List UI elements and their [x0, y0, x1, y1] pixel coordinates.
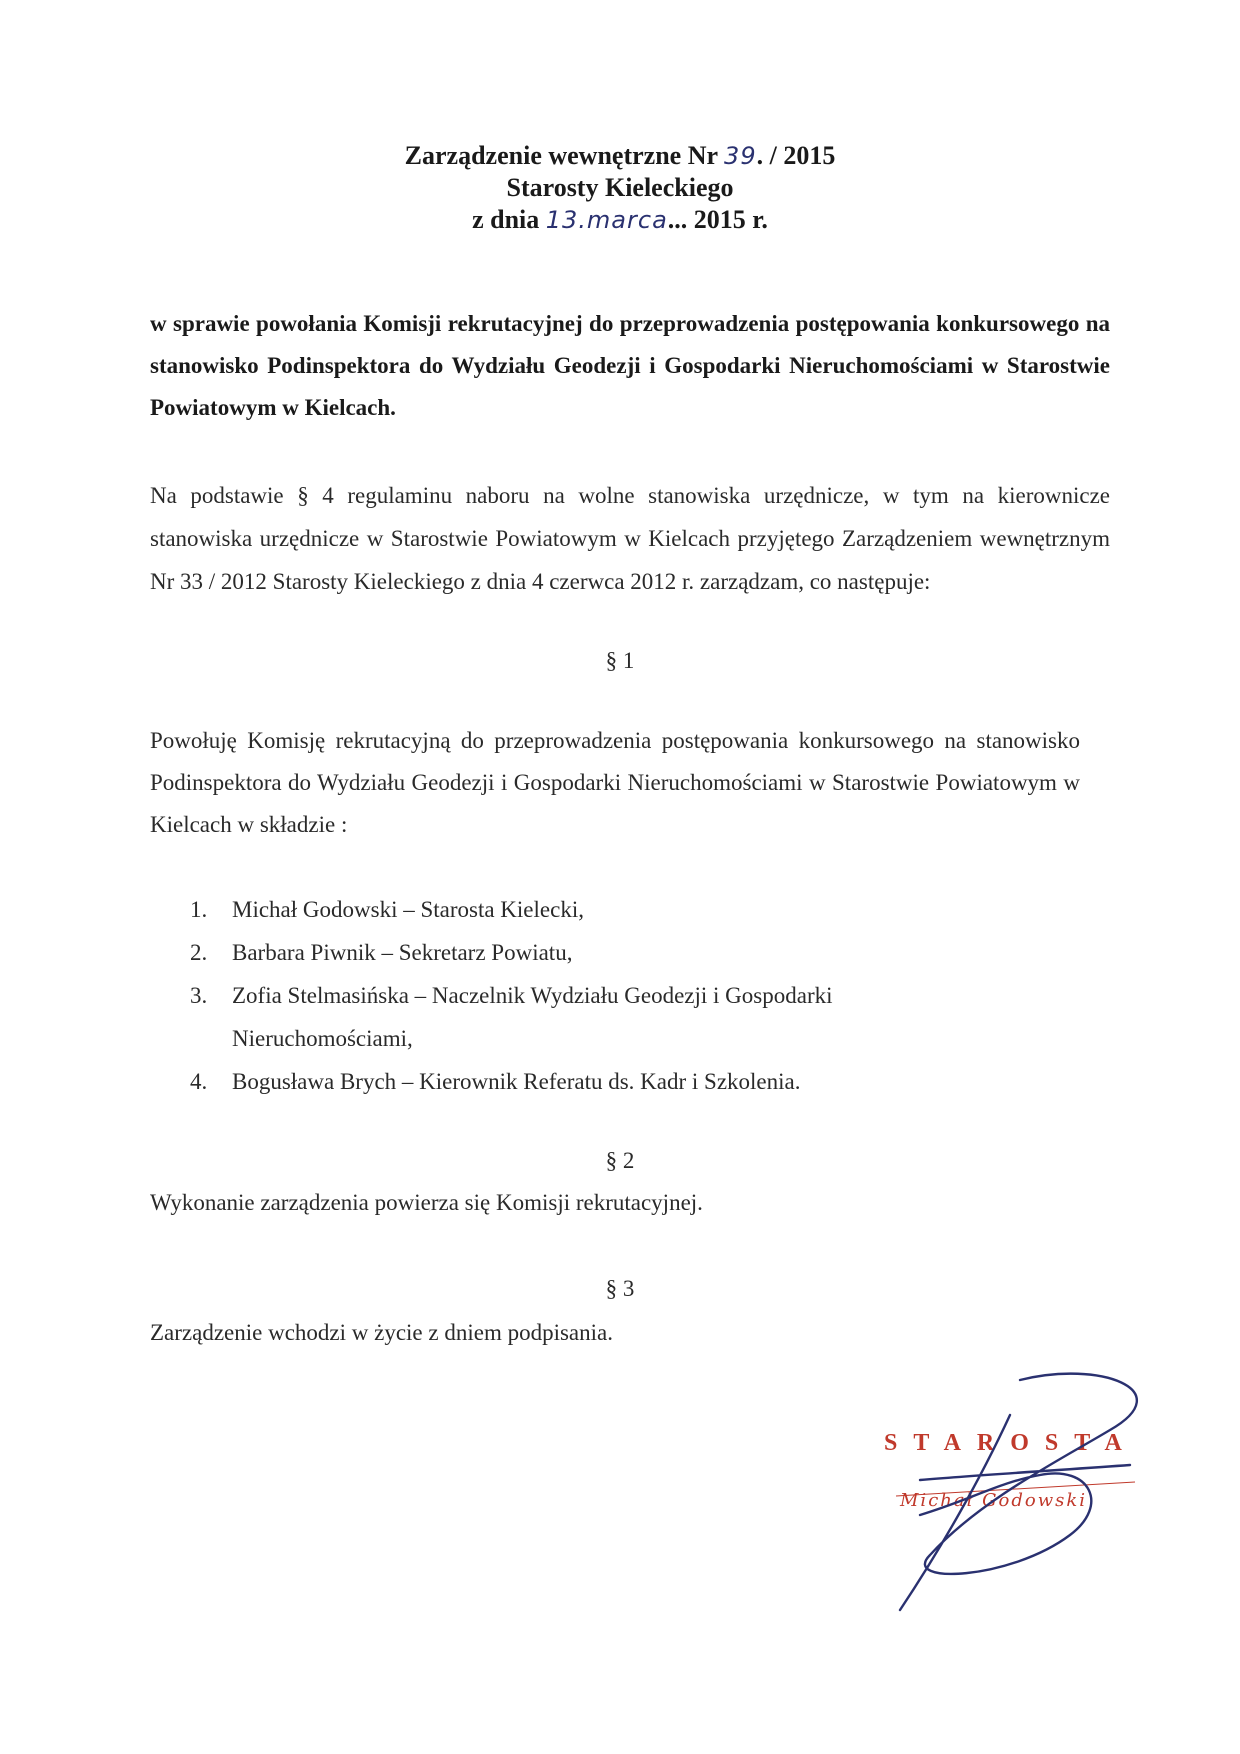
stamp-title: STAROSTA: [884, 1430, 1138, 1456]
list-item: [190, 974, 990, 1060]
section-2-text: Wykonanie zarządzenia powierza się Komisji rekrutacyjnej.: [150, 1190, 703, 1215]
date-line: [0, 204, 1240, 236]
section-2-heading: § 2: [605, 1148, 635, 1173]
list-item-number: 3.: [190, 983, 208, 1008]
section-1-text: Powołuję Komisję rekrutacyjną do przeprowadzenia postępowania konkursowego na stanowisko Podinspektora do Wydziału Geodezji i Gospodarki Nieruchomościami w Starostwie Powiatowym w Kielcach w składzie :: [150, 728, 1080, 837]
stamp-and-signature: [860, 1370, 1160, 1630]
issuer-line: Starosty Kieleckiego: [506, 173, 734, 202]
legal-basis-paragraph: Na podstawie § 4 regulaminu naboru na wolne stanowiska urzędnicze, w tym na kierownicze stanowiska urzędnicze w Starostwie Powiatowym w Kielcach przyjętego Zarządzeniem wewnętrznym Nr 33 / 2012 Starosty Kieleckiego z dnia 4 czerwca 2012 r. zarządzam, co następuje:: [150, 483, 1110, 594]
section-3-text: Zarządzenie wchodzi w życie z dniem podpisania.: [150, 1320, 613, 1345]
commission-members-list: [190, 888, 990, 1103]
document-title-line: [0, 140, 1240, 172]
date-suffix: ... 2015 r.: [667, 205, 768, 234]
title-prefix: Zarządzenie wewnętrzne Nr: [404, 141, 718, 170]
list-item: [190, 1060, 990, 1103]
list-item: [190, 931, 990, 974]
section-1-heading: § 1: [605, 648, 635, 673]
list-item-text: Bogusława Brych – Kierownik Referatu ds. Kadr i Szkolenia.: [232, 1069, 801, 1094]
list-item: [190, 888, 990, 931]
list-item-text: Zofia Stelmasińska – Naczelnik Wydziału Geodezji i Gospodarki Nieruchomościami,: [232, 983, 833, 1051]
handwritten-number: 39: [724, 142, 757, 170]
list-item-number: 4.: [190, 1069, 208, 1094]
list-item-text: Michał Godowski – Starosta Kielecki,: [232, 897, 584, 922]
date-prefix: z dnia: [472, 205, 540, 234]
handwritten-date: 13.marca: [545, 206, 668, 234]
document-subject: w sprawie powołania Komisji rekrutacyjnej do przeprowadzenia postępowania konkursowego na stanowisko Podinspektora do Wydziału Geodezji i Gospodarki Nieruchomościami w Starostwie Powiatowym w Kielcach.: [150, 311, 1110, 420]
section-3-heading: § 3: [605, 1276, 635, 1301]
document-header: [0, 140, 1240, 236]
stamp-name: Michał Godowski: [900, 1490, 1088, 1511]
list-item-number: 2.: [190, 940, 208, 965]
title-suffix: . / 2015: [756, 141, 836, 170]
list-item-number: 1.: [190, 897, 208, 922]
list-item-text: Barbara Piwnik – Sekretarz Powiatu,: [232, 940, 573, 965]
